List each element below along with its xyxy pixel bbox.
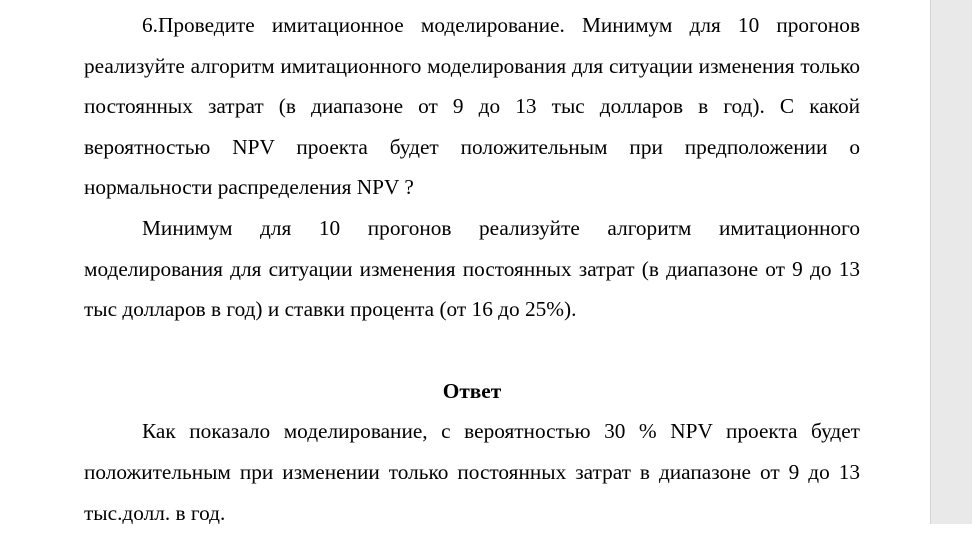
viewer-side-panel xyxy=(930,0,972,524)
paragraph-spacer xyxy=(84,330,860,371)
document-body xyxy=(84,5,860,533)
answer-heading: Ответ xyxy=(442,378,502,403)
task-paragraph-1: 6.Проведите имитационное моделирование. Минимум для 10 прогонов реализуйте алгоритм имитационного моделирования для ситуации изменения только постоянных затрат (в диапазоне от 9 до 13 тыс долларов в год). С какой вероятностью NPV проекта будет положительным при предположении о нормальности распределения NPV ? xyxy=(84,13,860,200)
task-paragraph-2: Минимум для 10 прогонов реализуйте алгоритм имитационного моделирования для ситуации изменения постоянных затрат (в диапазоне от 9 до 13 тыс долларов в год) и ставки процента (от 16 до 25%). xyxy=(84,215,860,322)
answer-paragraph: Как показало моделирование, с вероятностью 30 % NPV проекта будет положительным при изменении только постоянных затрат в диапазоне от 9 до 13 тыс.долл. в год. xyxy=(84,419,860,525)
